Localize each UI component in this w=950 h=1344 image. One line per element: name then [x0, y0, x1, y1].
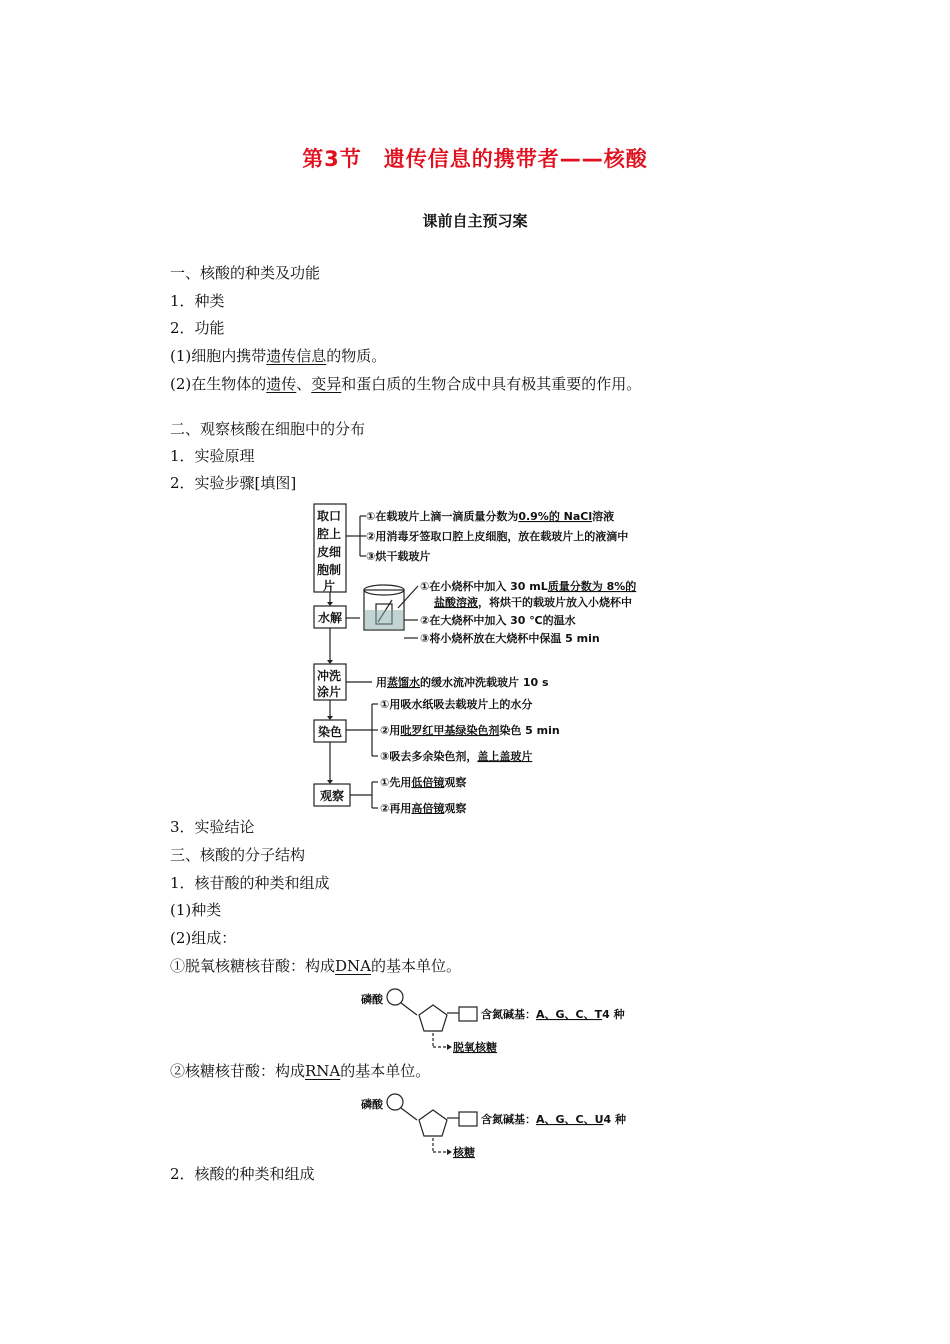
- item-steps: 2．实验步骤[填图]: [170, 474, 297, 492]
- step1-note-1: ①在载玻片上滴一滴质量分数为0.9%的 NaCl溶液: [366, 510, 615, 523]
- blank-answer: 遗传信息: [266, 347, 327, 365]
- item-kinds: (1)种类: [170, 901, 222, 919]
- step3-note: 用蒸馏水的缓水流冲洗载玻片 10 s: [376, 676, 549, 689]
- item-nucleotide: 1．核苷酸的种类和组成: [170, 874, 330, 892]
- step1-label-5: 片: [323, 579, 336, 593]
- phosphate-circle: [387, 1094, 403, 1110]
- function-1: (1)细胞内携带遗传信息的物质。: [170, 347, 387, 365]
- step2-note-3: ③将小烧杯放在大烧杯中保温 5 min: [420, 632, 600, 645]
- deoxy-nucleotide-line: ①脱氧核糖核苷酸：构成DNA的基本单位。: [170, 957, 462, 975]
- step3-label-2: 涂片: [317, 685, 342, 699]
- experiment-flowchart: [300, 498, 680, 814]
- step4-label: 染色: [318, 725, 343, 739]
- sugar-label: 脱氧核糖: [453, 1041, 497, 1054]
- pentose-pentagon: [419, 1005, 447, 1031]
- section-3-heading: 三、核酸的分子结构: [170, 846, 306, 864]
- phosphate-label: 磷酸: [361, 993, 383, 1006]
- item-functions: 2．功能: [170, 319, 225, 337]
- step1-label-1: 取口: [317, 509, 342, 523]
- blank-answer: 遗传: [266, 375, 297, 393]
- step2-label: 水解: [318, 611, 343, 625]
- sugar-label: 核糖: [453, 1146, 475, 1159]
- step2-note-1: ①在小烧杯中加入 30 mL质量分数为 8%的: [420, 580, 637, 593]
- item-composition: (2)组成：: [170, 929, 237, 947]
- step1-label-3: 皮细: [317, 545, 342, 559]
- step5-note-2: ②再用高倍镜观察: [380, 802, 467, 814]
- page-title: 第3节 遗传信息的携带者——核酸: [302, 147, 648, 171]
- step4-note-1: ①用吸水纸吸去载玻片上的水分: [380, 698, 533, 711]
- item-types: 1．种类: [170, 292, 225, 310]
- step1-note-3: ③烘干载玻片: [366, 550, 431, 563]
- phosphate-label: 磷酸: [361, 1098, 383, 1111]
- item-principle: 1．实验原理: [170, 447, 255, 465]
- base-rectangle: [459, 1112, 477, 1126]
- section-2-heading: 二、观察核酸在细胞中的分布: [170, 420, 366, 438]
- phosphate-circle: [387, 989, 403, 1005]
- step1-label-2: 腔上: [317, 527, 342, 541]
- step3-label-1: 冲洗: [317, 669, 342, 683]
- step4-note-2: ②用吡罗红甲基绿染色剂染色 5 min: [380, 724, 560, 737]
- blank-answer: 变异: [311, 375, 342, 393]
- step2-note-1b: 盐酸溶液，将烘干的载玻片放入小烧杯中: [434, 596, 632, 609]
- step5-label: 观察: [320, 789, 345, 803]
- base-label: 含氮碱基：A、G、C、T4 种: [481, 1008, 625, 1021]
- ribo-nucleotide-line: ②核糖核苷酸：构成RNA的基本单位。: [170, 1062, 431, 1080]
- step1-label-4: 胞制: [317, 563, 342, 577]
- base-label: 含氮碱基：A、G、C、U4 种: [481, 1113, 627, 1126]
- page-subtitle: 课前自主预习案: [422, 212, 528, 230]
- step1-note-2: ②用消毒牙签取口腔上皮细胞，放在载玻片上的液滴中: [366, 530, 629, 543]
- step2-note-2: ②在大烧杯中加入 30 ℃的温水: [420, 614, 576, 627]
- section-1-heading: 一、核酸的种类及功能: [170, 264, 321, 282]
- item-nucleic-acid-types: 2．核酸的种类和组成: [170, 1165, 315, 1183]
- step4-note-3: ③吸去多余染色剂，盖上盖玻片: [380, 750, 533, 763]
- item-conclusion: 3．实验结论: [170, 818, 255, 836]
- dna-nucleotide-diagram: [355, 985, 640, 1057]
- blank-answer: RNA: [305, 1062, 341, 1080]
- base-rectangle: [459, 1007, 477, 1021]
- rna-nucleotide-diagram: [355, 1090, 640, 1162]
- step5-note-1: ①先用低倍镜观察: [380, 776, 467, 789]
- pentose-pentagon: [419, 1110, 447, 1136]
- blank-answer: DNA: [335, 957, 371, 975]
- function-2: (2)在生物体的遗传、变异和蛋白质的生物合成中具有极其重要的作用。: [170, 375, 642, 393]
